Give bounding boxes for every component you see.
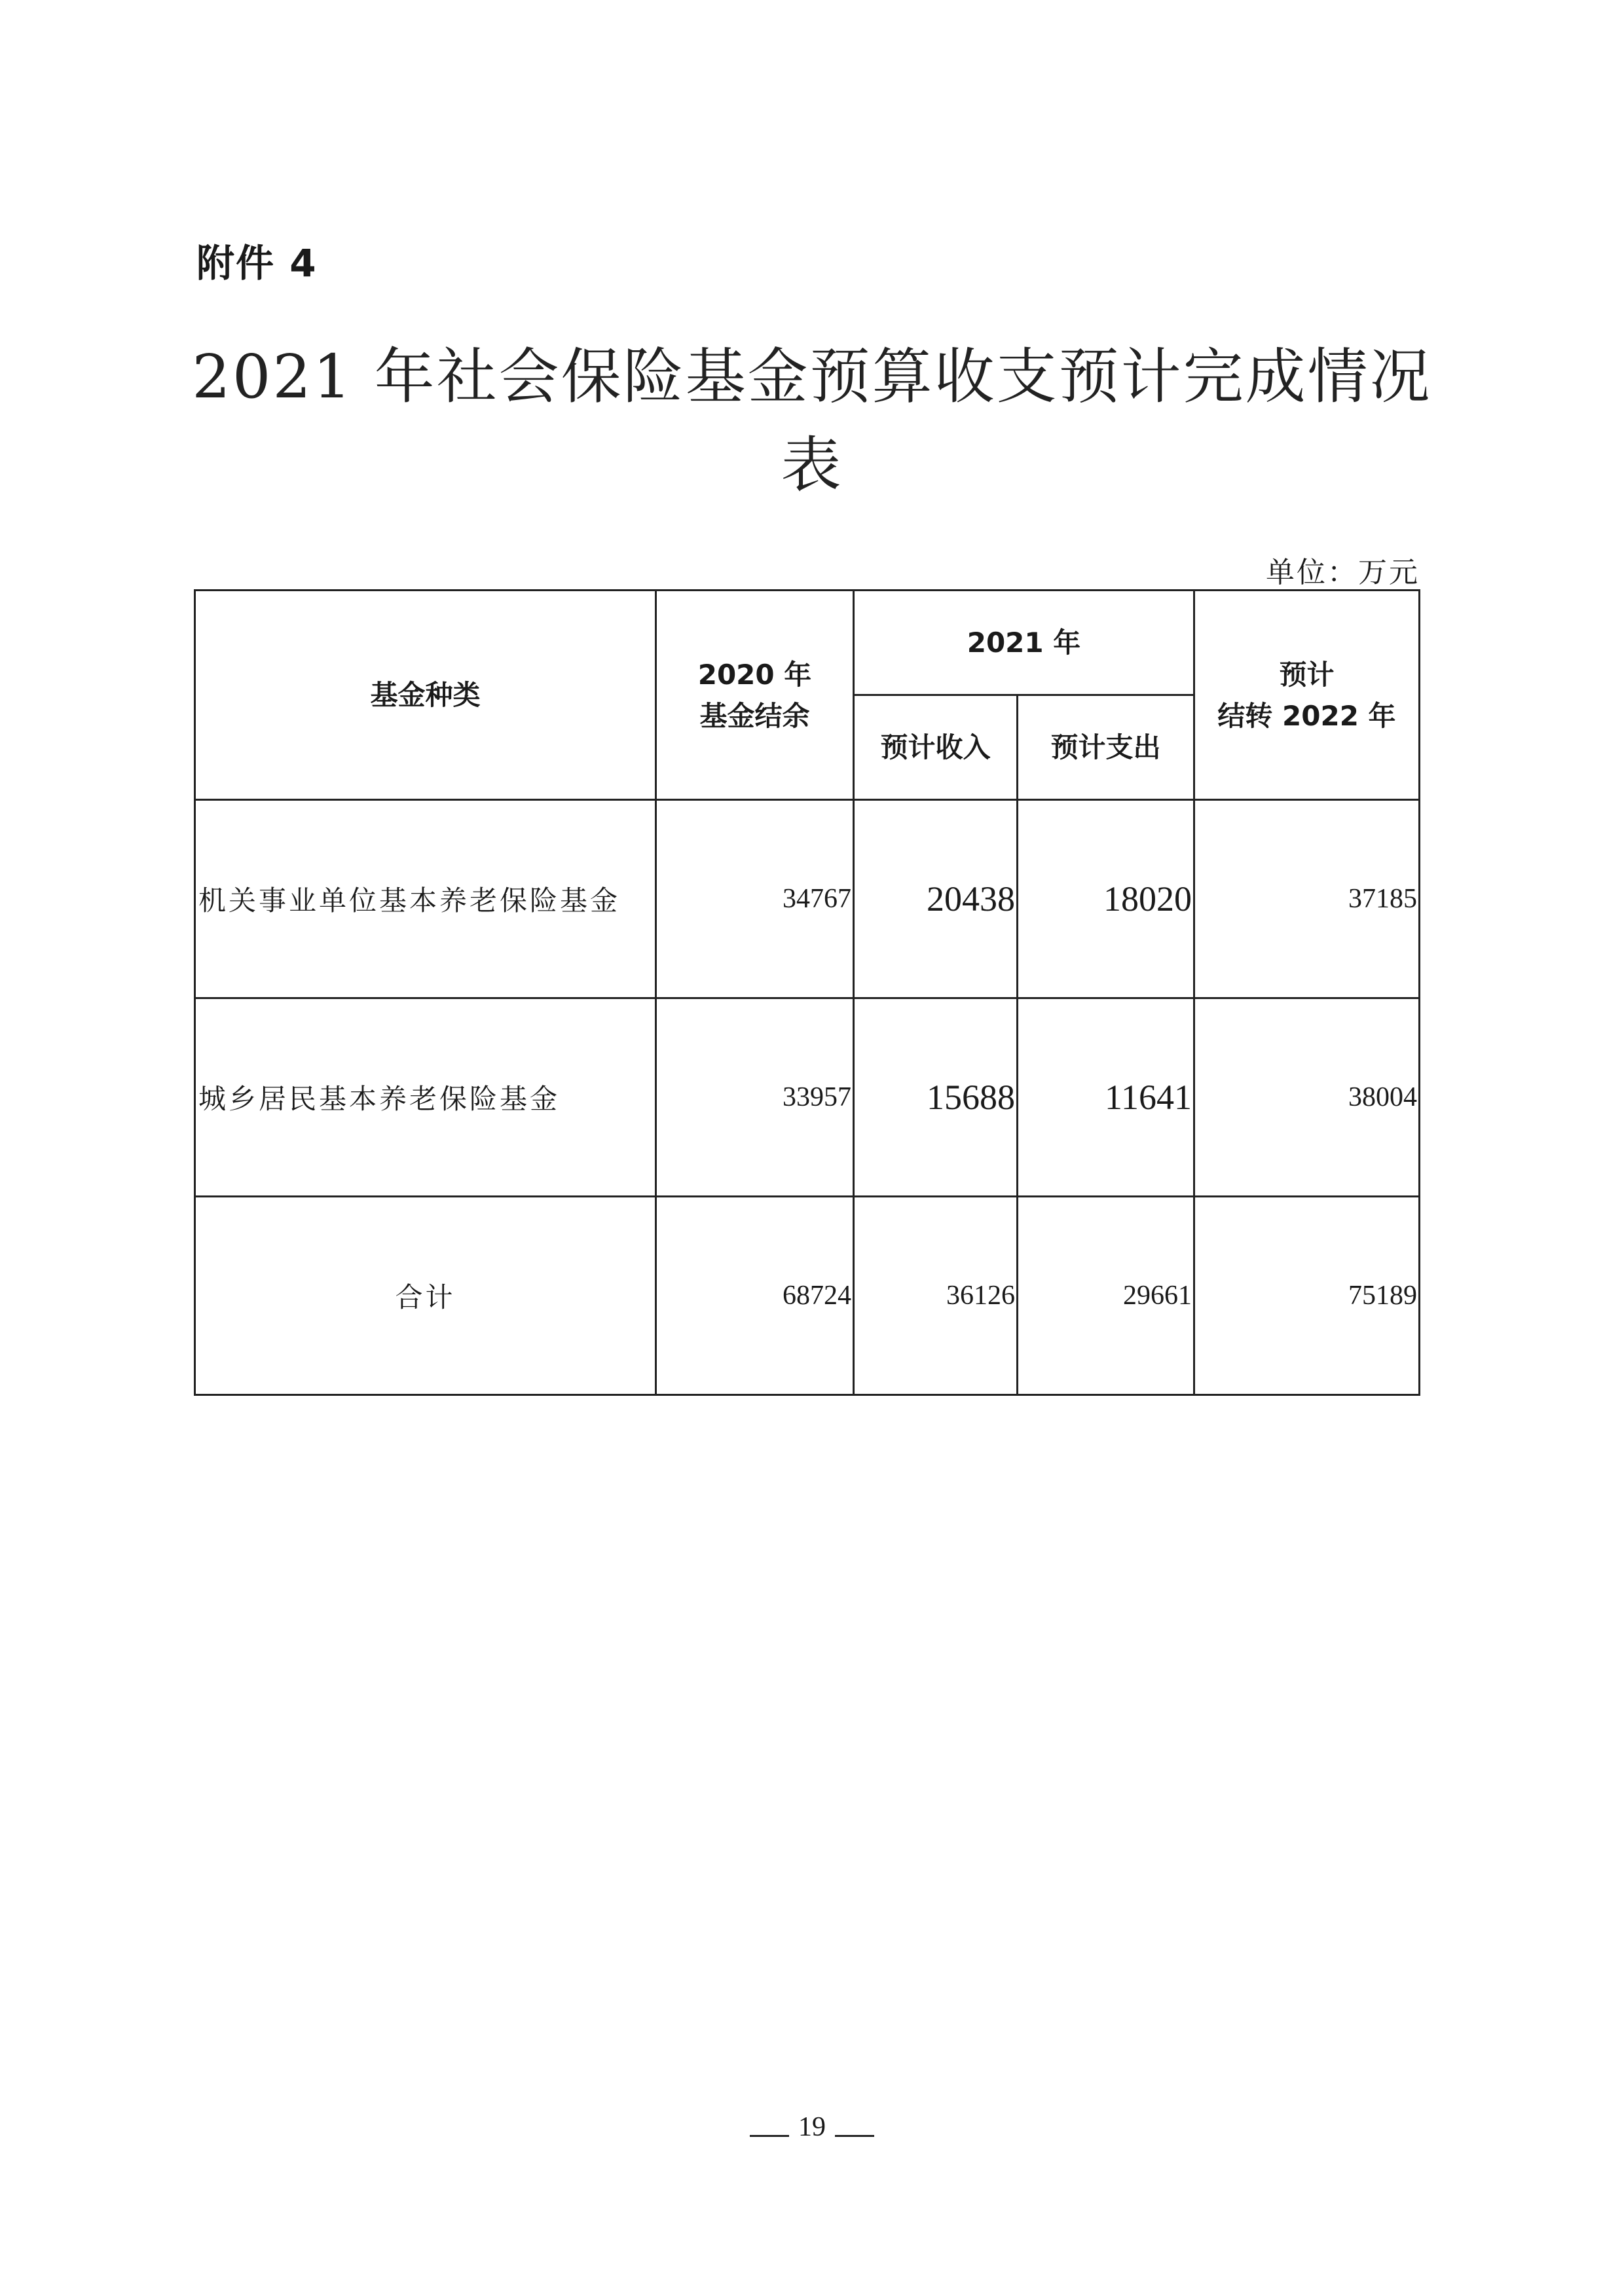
header-expected-expense: 预计支出 [1018, 695, 1194, 800]
header-balance-2020-line2: 基金结余 [699, 699, 810, 732]
header-carryover-line2: 结转 2022 年 [1217, 699, 1396, 732]
row-carryover: 75189 [1194, 1197, 1420, 1395]
row-expense: 18020 [1018, 800, 1194, 998]
table-row-total [195, 1197, 1420, 1395]
row-carryover: 38004 [1194, 998, 1420, 1197]
row-income: 20438 [854, 800, 1018, 998]
page-number-dash-left [750, 2135, 789, 2137]
row-expense: 11641 [1018, 998, 1194, 1197]
page-title-line2: 表 [781, 430, 843, 500]
row-expense: 29661 [1018, 1197, 1194, 1395]
attachment-label: 附件 4 [196, 241, 318, 285]
row-name: 城乡居民基本养老保险基金 [195, 998, 656, 1197]
row-income: 36126 [854, 1197, 1018, 1395]
row-carryover: 37185 [1194, 800, 1420, 998]
header-carryover [1194, 591, 1420, 800]
row-name: 机关事业单位基本养老保险基金 [195, 800, 656, 998]
header-balance-2020-line1: 2020 年 [697, 658, 812, 691]
row-balance-2020: 33957 [656, 998, 854, 1197]
row-name: 合计 [195, 1197, 656, 1395]
page-number-dash-right [835, 2135, 874, 2137]
page-title-line1: 2021 年社会保险基金预算收支预计完成情况 [192, 342, 1432, 412]
header-fund-type: 基金种类 [195, 591, 656, 800]
header-carryover-line1: 预计 [1279, 658, 1335, 691]
header-year-2021: 2021 年 [854, 591, 1194, 695]
table-row [195, 998, 1420, 1197]
page-number-value: 19 [798, 2112, 826, 2142]
header-expected-income: 预计收入 [854, 695, 1018, 800]
row-balance-2020: 68724 [656, 1197, 854, 1395]
fund-table [194, 589, 1420, 1396]
header-balance-2020 [656, 591, 854, 800]
table-row [195, 800, 1420, 998]
unit-label: 单位：万元 [1266, 556, 1420, 589]
page-number [0, 2111, 1624, 2143]
row-income: 15688 [854, 998, 1018, 1197]
row-balance-2020: 34767 [656, 800, 854, 998]
